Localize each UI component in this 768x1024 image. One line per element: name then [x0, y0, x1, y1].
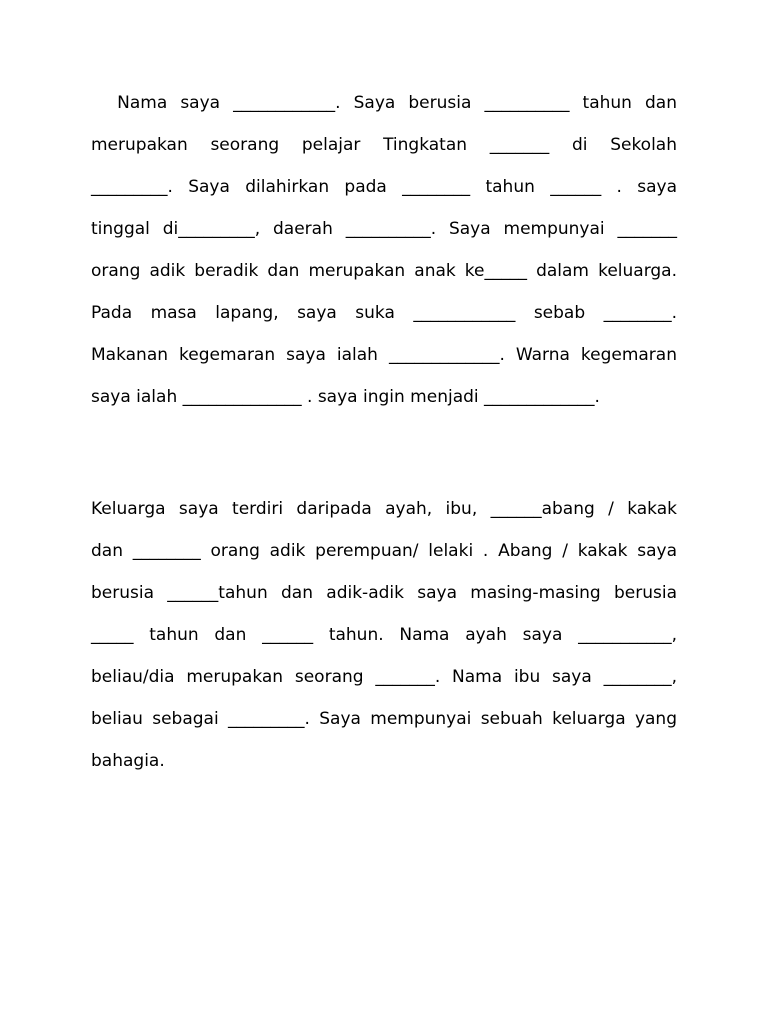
paragraph-self-introduction: [91, 82, 677, 418]
paragraph-family: [91, 488, 677, 782]
text-line: Pada masa lapang, saya suka ____________ sebab ________.: [91, 303, 677, 323]
text-line: merupakan seorang pelajar Tingkatan _______ di Sekolah: [91, 135, 677, 155]
text-line: berusia ______tahun dan adik-adik saya masing-masing berusia: [91, 583, 677, 603]
text-line: beliau sebagai _________. Saya mempunyai sebuah keluarga yang: [91, 709, 677, 729]
text-line: dan ________ orang adik perempuan/ lelaki . Abang / kakak saya: [91, 541, 677, 561]
text-line: bahagia.: [91, 751, 165, 771]
text-line: Nama saya ____________. Saya berusia __________ tahun dan: [91, 93, 677, 113]
text-line: orang adik beradik dan merupakan anak ke_____ dalam keluarga.: [91, 261, 677, 281]
text-line: Makanan kegemaran saya ialah _____________. Warna kegemaran: [91, 345, 677, 365]
text-line: beliau/dia merupakan seorang _______. Nama ibu saya ________,: [91, 667, 677, 687]
text-line: tinggal di_________, daerah __________. Saya mempunyai _______: [91, 219, 677, 239]
text-line: saya ialah ______________ . saya ingin menjadi _____________.: [91, 387, 600, 407]
text-line: _________. Saya dilahirkan pada ________ tahun ______ . saya: [91, 177, 677, 197]
text-line: _____ tahun dan ______ tahun. Nama ayah saya ___________,: [91, 625, 677, 645]
text-line: Keluarga saya terdiri daripada ayah, ibu, ______abang / kakak: [91, 499, 677, 519]
